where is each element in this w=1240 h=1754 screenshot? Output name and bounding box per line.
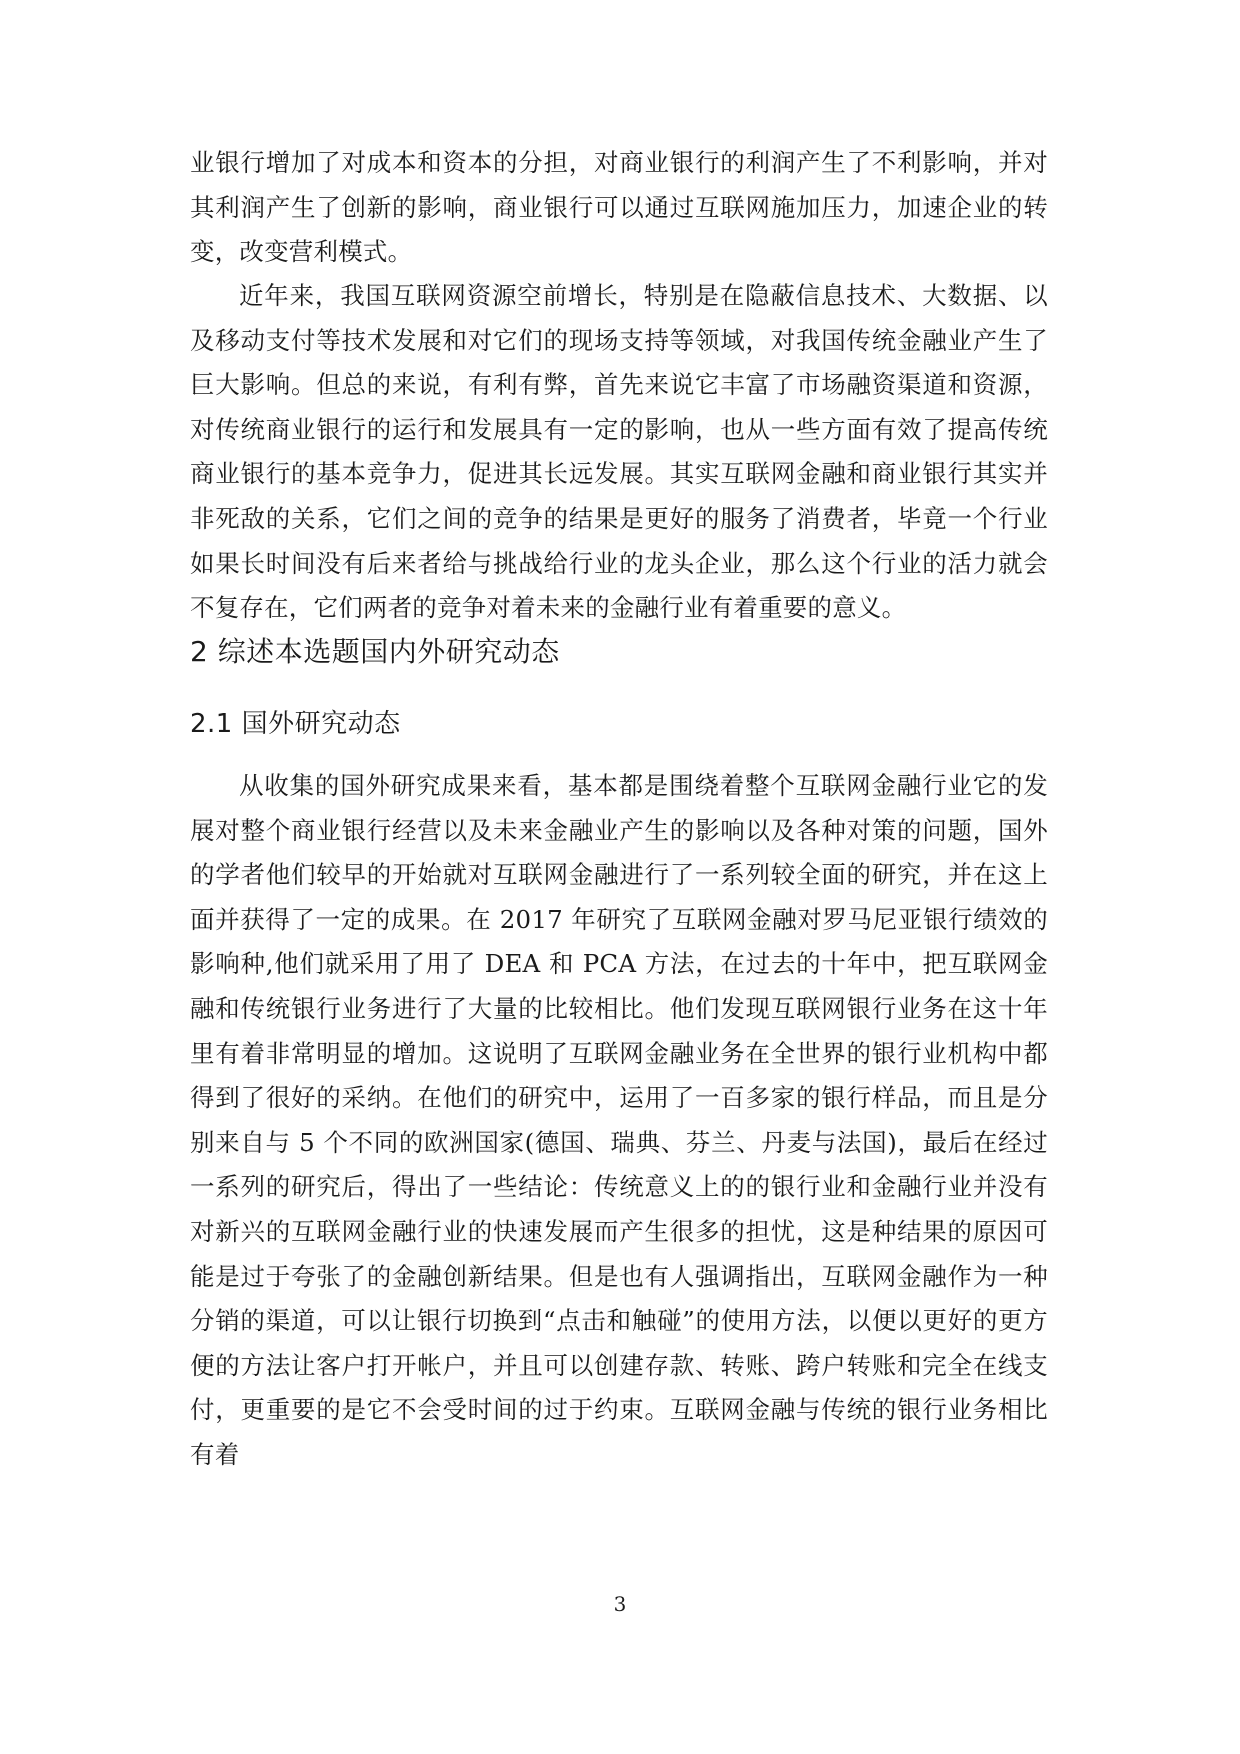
section-heading-2-1: 2.1 国外研究动态 [190, 709, 401, 739]
body-paragraph-continuation: 业银行增加了对成本和资本的分担，对商业银行的利润产生了不利影响，并对其利润产生了创新的影响，商业银行可以通过互联网施加压力，加速企业的转变，改变营利模式。 [190, 148, 1048, 267]
body-paragraph-foreign-research: 从收集的国外研究成果来看，基本都是围绕着整个互联网金融行业它的发展对整个商业银行经营以及未来金融业产生的影响以及各种对策的问题，国外的学者他们较早的开始就对互联网金融进行了一系列较全面的研究，并在这上面并获得了一定的成果。在 2017 年研究了互联网金融对罗马尼亚银行绩效的影响种,他们就采用了用了 DEA 和 PCA 方法，在过去的十年中，把互联网金融和传统银行业务进行了大量的比较相比。他们发现互联网银行业务在这十年里有着非常明显的增加。这说明了互联网金融业务在全世界的银行业机构中都得到了很好的采纳。在他们的研究中，运用了一百多家的银行样品，而且是分别来自与 5 个不同的欧洲国家(德国、瑞典、芬兰、丹麦与法国)，最后在经过一系列的研究后，得出了一些结论：传统意义上的的银行业和金融行业并没有对新兴的互联网金融行业的快速发展而产生很多的担忧，这是种结果的原因可能是过于夸张了的金融创新结果。但是也有人强调指出，互联网金融作为一种分销的渠道，可以让银行切换到“点击和触碰”的使用方法，以便以更好的更方便的方法让客户打开帐户，并且可以创建存款、转账、跨户转账和完全在线支付，更重要的是它不会受时间的过于约束。互联网金融与传统的银行业务相比有着 [190, 771, 1048, 1469]
page-number: 3 [613, 1592, 627, 1616]
body-paragraph-recent-years: 近年来，我国互联网资源空前增长，特别是在隐蔽信息技术、大数据、以及移动支付等技术发展和对它们的现场支持等领域，对我国传统金融业产生了巨大影响。但总的来说，有利有弊，首先来说它丰富了市场融资渠道和资源，对传统商业银行的运行和发展具有一定的影响，也从一些方面有效了提高传统商业银行的基本竞争力，促进其长远发展。其实互联网金融和商业银行其实并非死敌的关系，它们之间的竞争的结果是更好的服务了消费者，毕竟一个行业如果长时间没有后来者给与挑战给行业的龙头企业，那么这个行业的活力就会不复存在，它们两者的竞争对着未来的金融行业有着重要的意义。 [190, 281, 1048, 623]
section-heading-2: 2 综述本选题国内外研究动态 [190, 635, 560, 668]
